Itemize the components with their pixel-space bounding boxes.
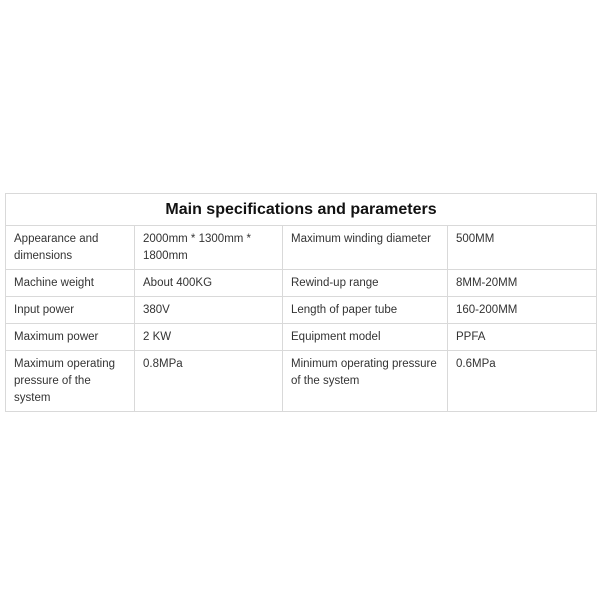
- spec-value: PPFA: [448, 324, 597, 351]
- spec-label: Maximum power: [6, 324, 135, 351]
- spec-label: Minimum operating pressure of the system: [283, 351, 448, 412]
- spec-label: Maximum winding diameter: [283, 226, 448, 270]
- spec-value: 2 KW: [135, 324, 283, 351]
- spec-value: 500MM: [448, 226, 597, 270]
- table-title-row: [6, 194, 597, 226]
- spec-label: Input power: [6, 297, 135, 324]
- table-row: [6, 297, 597, 324]
- spec-label: Equipment model: [283, 324, 448, 351]
- spec-value: 380V: [135, 297, 283, 324]
- table-row: [6, 226, 597, 270]
- spec-value: 0.6MPa: [448, 351, 597, 412]
- table-title: Main specifications and parameters: [6, 194, 597, 226]
- table-row: [6, 270, 597, 297]
- spec-value: 0.8MPa: [135, 351, 283, 412]
- spec-value: 160-200MM: [448, 297, 597, 324]
- table-row: [6, 351, 597, 412]
- spec-label: Machine weight: [6, 270, 135, 297]
- spec-value: 8MM-20MM: [448, 270, 597, 297]
- spec-label: Appearance and dimensions: [6, 226, 135, 270]
- spec-label: Maximum operating pressure of the system: [6, 351, 135, 412]
- spec-value: About 400KG: [135, 270, 283, 297]
- table-row: [6, 324, 597, 351]
- spec-value: 2000mm * 1300mm * 1800mm: [135, 226, 283, 270]
- spec-label: Rewind-up range: [283, 270, 448, 297]
- spec-label: Length of paper tube: [283, 297, 448, 324]
- specifications-table: [5, 193, 597, 412]
